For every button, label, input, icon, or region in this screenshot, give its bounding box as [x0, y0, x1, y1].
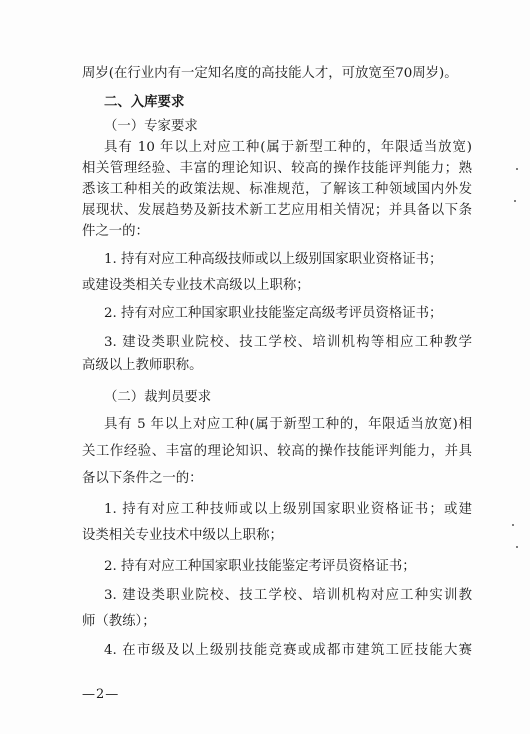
- subsection-heading: （二）裁判员要求: [104, 390, 212, 405]
- list-item: 1. 持有对应工种技师或以上级别国家职业资格证书；或建: [104, 502, 472, 517]
- list-item: 3. 建设类职业院校、技工学校、培训机构等相应工种教学: [104, 335, 472, 350]
- paragraph-line: 备以下条件之一的：: [82, 471, 203, 486]
- list-item: 4. 在市级及以上级别技能竞赛或成都市建筑工匠技能大赛: [104, 643, 472, 658]
- paragraph-line: 悉该工种相关的政策法规、标准规范，了解该工种领域国内外发: [82, 182, 472, 197]
- list-item: 1. 持有对应工种高级技师或以上级别国家职业资格证书；: [104, 252, 443, 267]
- paragraph-line: 件之一的：: [82, 224, 149, 239]
- scan-speck: [514, 200, 516, 202]
- paragraph-line: 师（教练）；: [82, 614, 156, 629]
- paragraph-line: 设类相关专业技术中级以上职称；: [82, 528, 283, 543]
- scan-speck: [512, 524, 514, 526]
- list-item: 3. 建设类职业院校、技工学校、培训机构对应工种实训教: [104, 588, 472, 603]
- paragraph-line: 高级以上教师职称。: [82, 358, 203, 373]
- paragraph-line: 具有 5 年以上对应工种(属于新型工种的，年限适当放宽)相: [104, 417, 472, 432]
- page-number: —2—: [82, 687, 120, 702]
- paragraph-line: 相关管理经验、丰富的理论知识、较高的操作技能评判能力；熟: [82, 161, 472, 176]
- list-item: 2. 持有对应工种国家职业技能鉴定考评员资格证书；: [104, 559, 416, 574]
- paragraph-line: 具有 10 年以上对应工种(属于新型工种的，年限适当放宽): [104, 140, 472, 155]
- section-heading: 二、入库要求: [104, 94, 185, 110]
- scan-speck: [516, 546, 518, 548]
- paragraph-line: 周岁(在行业内有一定知名度的高技能人才，可放宽至70周岁)。: [82, 66, 458, 81]
- paragraph-line: 展现状、发展趋势及新技术新工艺应用相关情况；并具备以下条: [82, 203, 472, 218]
- paragraph-line: 关工作经验、丰富的理论知识、较高的操作技能评判能力，并具: [82, 444, 472, 459]
- subsection-heading: （一）专家要求: [104, 119, 198, 134]
- list-item: 2. 持有对应工种国家职业技能鉴定高级考评员资格证书；: [104, 306, 443, 321]
- scan-speck: [516, 168, 518, 170]
- paragraph-line: 或建设类相关专业技术高级以上职称；: [82, 278, 310, 293]
